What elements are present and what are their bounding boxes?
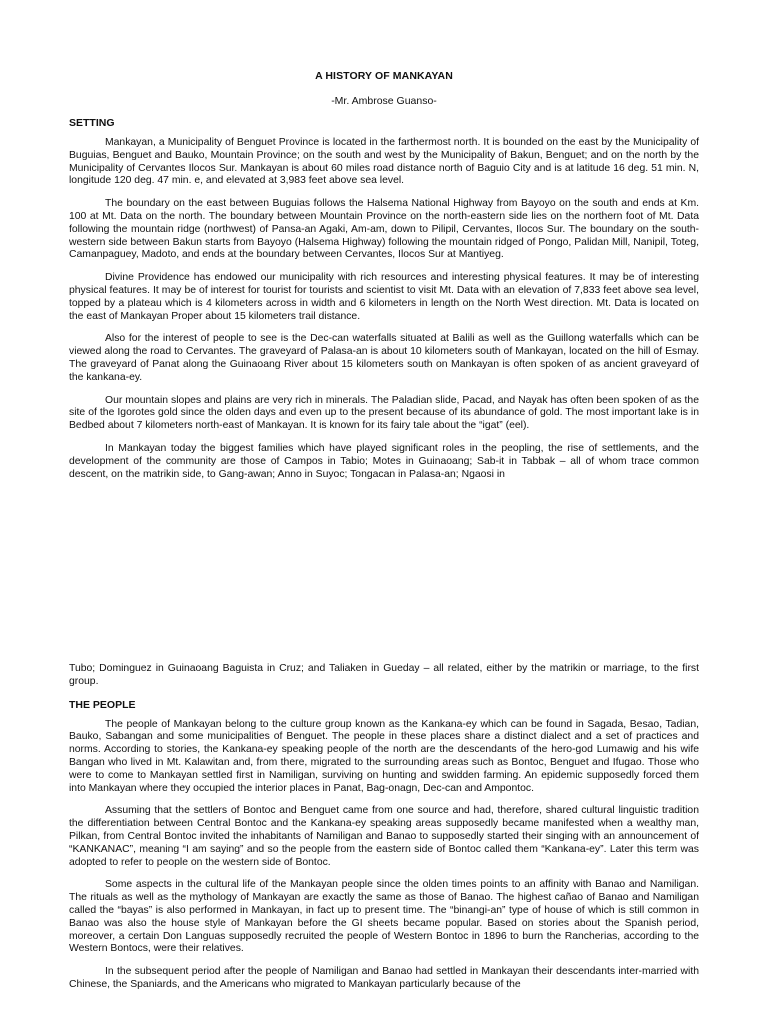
setting-paragraph-3: Divine Providence has endowed our municipality with rich resources and interesting physical features. It may be of interesting physical features. It may be of interest for tourist for tourists and scientist to visit Mt. Data with an elevation of 7,833 feet above sea level, topped by a plateau which is 4 kilometers across in width and 6 kilometers in length on the North West direction. Mt. Data is located on the east of Mankayan Proper about 15 kilometers trail distance.	[69, 272, 699, 322]
setting-section	[69, 117, 699, 481]
people-heading: THE PEOPLE	[69, 698, 136, 711]
setting-continuation: Tubo; Dominguez in Guinaoang Baguista in Cruz; and Taliaken in Gueday – all related, either by the matrikin or marriage, to the first group.	[69, 663, 699, 687]
people-section	[69, 663, 699, 992]
setting-paragraph-1: Mankayan, a Municipality of Benguet Province is located in the farthermost north. It is bounded on the east by the Municipality of Buguias, Benguet and Bauko, Mountain Province; on the south and west by the Municipality of Bakun, Benguet; and on the north by the Municipality of Cervantes Ilocos Sur. Mankayan is about 60 miles road distance north of Baguio City and is at latitude 16 deg. 51 min. N, longitude 120 deg. 47 min. e, and elevated at 3,983 feet above sea level.	[69, 137, 699, 187]
people-paragraph-4: In the subsequent period after the people of Namiligan and Banao had settled in Mankayan their descendants inter-married with Chinese, the Spaniards, and the Americans who migrated to Mankayan particularly because of the	[69, 966, 699, 990]
people-paragraph-1: The people of Mankayan belong to the culture group known as the Kankana-ey which can be found in Sagada, Besao, Tadian, Bauko, Sabangan and some municipalities of Benguet. The people in these places share a distinct dialect and a set of practices and norms. According to stories, the Kankana-ey speaking people of the north are the descendants of the hero-god Lumawig and his wife Bangan who lived in Mt. Kalawitan and, from there, migrated to the surrounding areas such as Bontoc, Benguet and Ifugao. Those who were to come to Mankayan settled first in Namiligan, surviving on hunting and swidden farming. An epidemic supposedly forced them into Mankayan where they occupied the interior places in Panat, Bag-onagn, Dec-can and Ampontoc.	[69, 718, 699, 794]
setting-heading: SETTING	[69, 117, 115, 129]
setting-paragraph-2: The boundary on the east between Buguias follows the Halsema National Highway from Bayoyo on the south and ends at Km. 100 at Mt. Data on the north. The boundary between Mountain Province on the north-eastern side lies on the northern foot of Mt. Data following the mountain ridge (northwest) of Pansa-an Agaki, Am-am, down to Pilipil, Cervantes, Ilocos Sur. The boundary on the south-western side between Bakun starts from Bayoyo (Halsema Highway) following the mountain ridged of Pongo, Palidan Mill, Nanipil, Toteg, Camanpaguey, Madoto, and ends at the boundary between Cervantes, Ilocos Sur at Mantiyeg.	[69, 198, 699, 261]
people-paragraph-2: Assuming that the settlers of Bontoc and Benguet came from one source and had, therefore, shared cultural linguistic tradition the differentiation between Central Bontoc and the Kankana-ey speaking areas supposedly became manifested when a wealthy man, Pilkan, from Central Bontoc invited the inhabitants of Namiligan and Banao to supposedly started their singing with an announcement of “KANKANAC”, meaning “I am saying” and so the people from the eastern side of Bontoc called them “Kankana-ey”. Later this term was adopted to refer to people on the western side of Bontoc.	[69, 805, 699, 868]
setting-paragraph-4: Also for the interest of people to see is the Dec-can waterfalls situated at Balili as well as the Guillong waterfalls which can be viewed along the road to Cervantes. The graveyard of Palasa-an is about 10 kilometers south of Mankayan, located on the hill of Esmay. The graveyard of Panat along the Guinaoang River about 15 kilometers south on Mankayan is often spoken of as ancient graveyard of the kankana-ey.	[69, 333, 699, 383]
document-author: -Mr. Ambrose Guanso-	[331, 95, 437, 107]
setting-paragraph-6: In Mankayan today the biggest families which have played significant roles in the peopling, the rise of settlements, and the development of the community are those of Campos in Tabio; Motes in Guinaoang; Sab-it in Tabbak – all of whom trace common descent, on the matrikin side, to Gang-awan; Anno in Suyoc; Tongacan in Palasa-an; Ngaosi in	[69, 442, 699, 480]
setting-paragraph-5: Our mountain slopes and plains are very rich in minerals. The Paladian slide, Pacad, and Nayak has often been spoken of as the site of the Igorotes gold since the olden days and even up to the present because of its abundance of gold. The most important lake is in Bedbed about 7 kilometers north-east of Mankayan. It is known for its fairy tale about the “igat” (eel).	[69, 394, 699, 432]
people-paragraph-3: Some aspects in the cultural life of the Mankayan people since the olden times points to an affinity with Banao and Namiligan. The rituals as well as the mythology of Mankayan are exactly the same as those of Banao. The highest cañao of Banao and Namiligan called the “bayas” is also performed in Mankayan, in fact up to present time. The “binangi-an” type of house of which is still common in Banao was also the house style of Mankayan before the GI sheets became popular. Based on stories about the Spanish period, moreover, a certain Don Languas supposedly recruited the people of Western Bontoc in 1896 to burn the Rancherias, according to the Western Bontocs, were their relatives.	[69, 879, 699, 955]
document-title: A HISTORY OF MANKAYAN	[315, 70, 453, 82]
